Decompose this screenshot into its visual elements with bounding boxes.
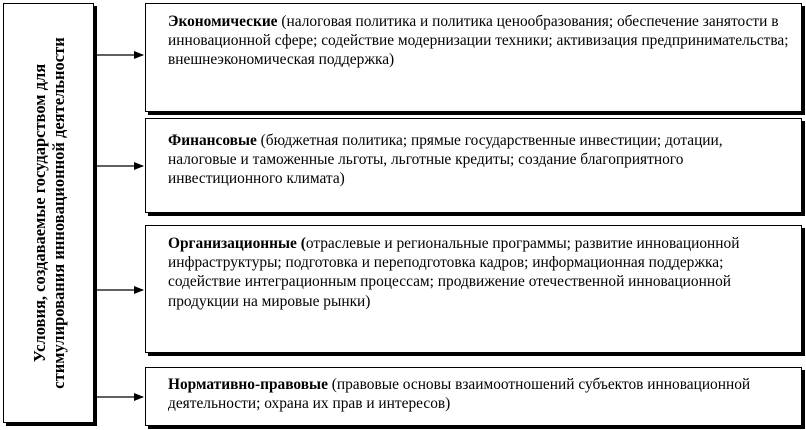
left-category-label: Условия, создаваемые государством для стимулирования инновационной деятельности (29, 37, 68, 389)
financial-conditions-box (145, 118, 802, 213)
left-category-box (3, 3, 94, 423)
legal-conditions-box (145, 367, 802, 426)
organizational-conditions-text (168, 234, 793, 311)
economic-conditions-box (145, 3, 802, 112)
organizational-conditions-description: отраслевые и региональные программы; развитие инновационной инфраструктуры; подготовка и переподготовка кадров; информационная поддержка; содействие интеграционным процессам; продвижение отечественной инновационной продукции на мировые рынки) (168, 235, 740, 310)
legal-conditions-title: Нормативно-правовые (168, 376, 328, 393)
economic-conditions-description: (налоговая политика и политика ценообразования; обеспечение занятости в инновационной сфере; содействие модернизации техники; активизация предпринимательства; внешнеэкономическая поддержка) (168, 13, 789, 69)
organizational-conditions-box (145, 225, 802, 353)
economic-conditions-text (168, 12, 793, 70)
financial-conditions-text (168, 131, 793, 189)
legal-conditions-description: (правовые основы взаимоотношений субъектов инновационной деятельности; охрана их прав и интересов) (168, 376, 751, 413)
financial-conditions-title: Финансовые (168, 132, 257, 149)
economic-conditions-title: Экономические (168, 13, 278, 30)
legal-conditions-text (168, 375, 793, 413)
organizational-conditions-title: Организационные ( (168, 235, 306, 252)
financial-conditions-description: (бюджетная политика; прямые государственные инвестиции; дотации, налоговые и таможенные льготы, льготные кредиты; создание благоприятного инвестиционного климата) (168, 132, 723, 188)
